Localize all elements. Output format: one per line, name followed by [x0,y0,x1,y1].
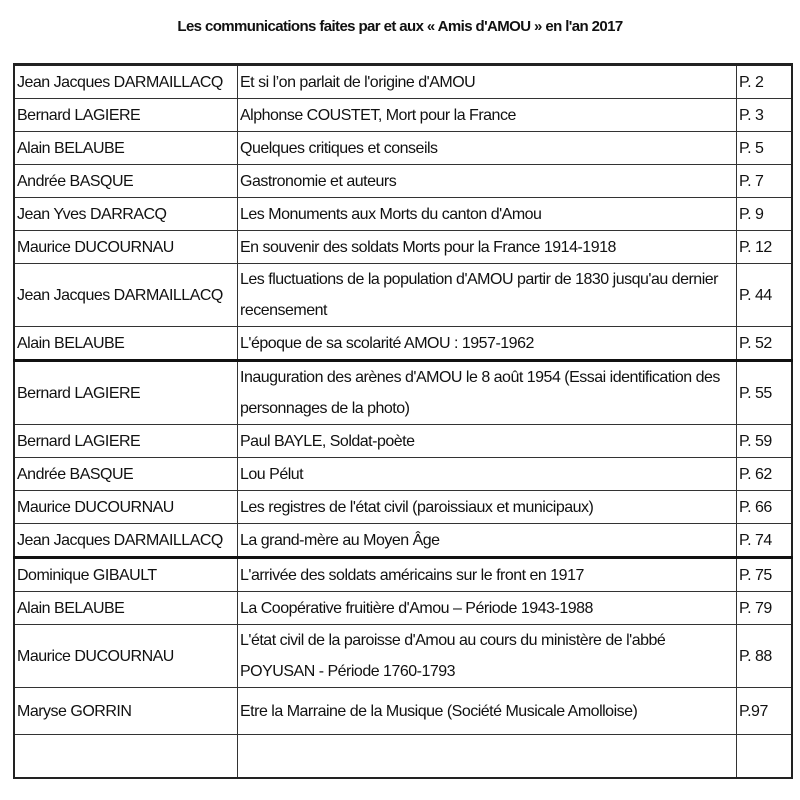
page-cell: P. 74 [737,524,793,558]
table-row [14,99,792,132]
table-row [14,592,792,625]
author-cell: Maurice DUCOURNAU [14,491,238,524]
author-cell: Jean Jacques DARMAILLACQ [14,264,238,327]
author-cell: Maryse GORRIN [14,688,238,735]
author-cell: Alain BELAUBE [14,592,238,625]
page-cell: P. 66 [737,491,793,524]
table-row [14,264,792,327]
page-cell: P. 2 [737,65,793,99]
author-cell: Jean Yves DARRACQ [14,198,238,231]
subject-cell: Lou Pélut [238,458,737,491]
subject-cell: La grand-mère au Moyen Âge [238,524,737,558]
subject-cell: La Coopérative fruitière d'Amou – Période 1943-1988 [238,592,737,625]
communications-table [13,63,793,779]
page-cell: P. 52 [737,327,793,361]
subject-cell: Et si l’on parlait de l'origine d'AMOU [238,65,737,99]
page-cell: P. 59 [737,425,793,458]
subject-cell: Quelques critiques et conseils [238,132,737,165]
author-cell: Jean Jacques DARMAILLACQ [14,524,238,558]
page-cell: P. 62 [737,458,793,491]
page-cell: P. 3 [737,99,793,132]
page-cell: P. 75 [737,558,793,592]
table-row [14,491,792,524]
author-cell: Alain BELAUBE [14,327,238,361]
table-row [14,458,792,491]
page-cell: P.97 [737,688,793,735]
subject-cell: Alphonse COUSTET, Mort pour la France [238,99,737,132]
author-cell: Andrée BASQUE [14,458,238,491]
subject-cell: Etre la Marraine de la Musique (Société Musicale Amolloise) [238,688,737,735]
author-cell: Alain BELAUBE [14,132,238,165]
page-cell: P. 5 [737,132,793,165]
page-cell: P. 79 [737,592,793,625]
subject-cell: L'arrivée des soldats américains sur le front en 1917 [238,558,737,592]
author-cell: Dominique GIBAULT [14,558,238,592]
table-row [14,735,792,779]
table-row [14,625,792,688]
document-title: Les communications faites par et aux « Amis d'AMOU » en l'an 2017 [177,18,623,35]
page-cell: P. 44 [737,264,793,327]
page-cell: P. 12 [737,231,793,264]
subject-cell: Inauguration des arènes d'AMOU le 8 août 1954 (Essai identification des personnages de la photo) [238,361,737,425]
author-cell: Bernard LAGIERE [14,99,238,132]
table-row [14,688,792,735]
table-row [14,524,792,558]
table-row [14,327,792,361]
author-cell: Bernard LAGIERE [14,425,238,458]
author-cell: Maurice DUCOURNAU [14,231,238,264]
page-cell: P. 55 [737,361,793,425]
subject-cell: Gastronomie et auteurs [238,165,737,198]
table-row [14,361,792,425]
subject-cell: Les Monuments aux Morts du canton d'Amou [238,198,737,231]
page-cell: P. 9 [737,198,793,231]
subject-cell [238,735,737,779]
author-cell: Andrée BASQUE [14,165,238,198]
page-cell: P. 88 [737,625,793,688]
table-row [14,65,792,99]
table-row [14,132,792,165]
subject-cell: Les fluctuations de la population d'AMOU partir de 1830 jusqu'au dernier recensement [238,264,737,327]
page-cell: P. 7 [737,165,793,198]
subject-cell: Paul BAYLE, Soldat-poète [238,425,737,458]
subject-cell: L'état civil de la paroisse d'Amou au cours du ministère de l'abbé POYUSAN - Période 1760-1793 [238,625,737,688]
table-row [14,558,792,592]
author-cell: Maurice DUCOURNAU [14,625,238,688]
subject-cell: L'époque de sa scolarité AMOU : 1957-1962 [238,327,737,361]
subject-cell: En souvenir des soldats Morts pour la France 1914-1918 [238,231,737,264]
table-row [14,231,792,264]
table-row [14,425,792,458]
author-cell: Bernard LAGIERE [14,361,238,425]
page-cell [737,735,793,779]
author-cell [14,735,238,779]
author-cell: Jean Jacques DARMAILLACQ [14,65,238,99]
table-row [14,165,792,198]
table-row [14,198,792,231]
subject-cell: Les registres de l'état civil (paroissiaux et municipaux) [238,491,737,524]
